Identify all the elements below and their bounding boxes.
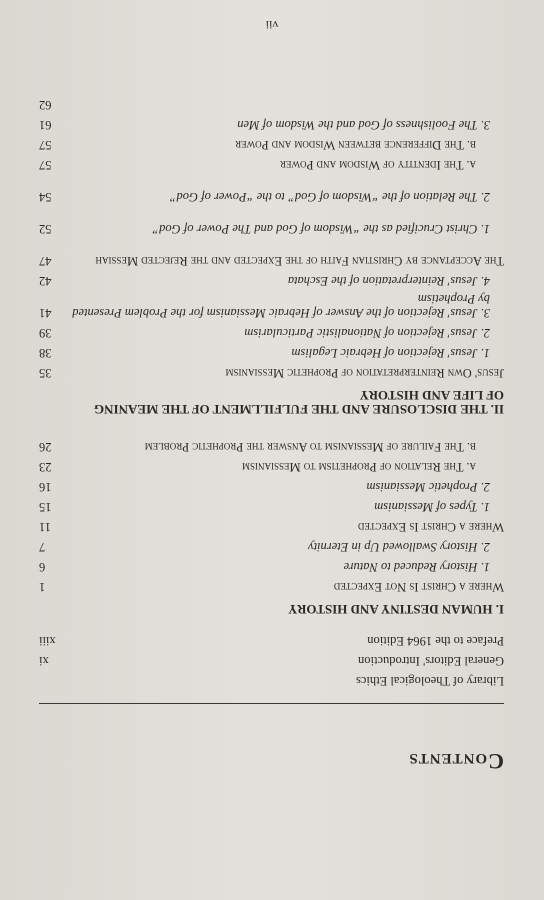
toc-entry-label: Library of Theological Ethics	[356, 674, 504, 688]
toc-entry-label: b. The Failure of Messianism to Answer the Prophetic Problem	[144, 440, 476, 454]
toc-entry-label: 1. Christ Crucified as the “Wisdom of God and The Power of God”	[152, 222, 490, 236]
toc-entry	[39, 534, 504, 554]
toc-entry-label: 3. Jesus' Rejection of the Answer of Hebraic Messianism for the Problem Presented by Prophetism	[72, 292, 490, 320]
toc-entry	[39, 152, 504, 172]
toc-entry-page: 41	[39, 306, 52, 320]
toc-entry-page: 38	[39, 346, 52, 360]
toc-entry-label: Where a Christ Is Not Expected	[333, 580, 504, 594]
part-title: I. HUMAN DESTINY AND HISTORY	[288, 602, 504, 617]
toc-entry-page: 47	[39, 254, 52, 268]
toc-entry	[39, 474, 504, 494]
toc-entry-label: 1. Types of Messianism	[374, 500, 490, 514]
toc-entry-page: 61	[39, 118, 52, 132]
toc-entry-label: 2. Prophetic Messianism	[366, 480, 490, 494]
toc-entry-label: 2. Jesus' Rejection of Nationalistic Particularism	[244, 326, 490, 340]
page-title: Contents	[408, 749, 504, 774]
toc-entry	[39, 628, 504, 648]
toc-entry-page: 6	[39, 560, 46, 574]
toc-entry-label: b. The Difference between Wisdom and Power	[235, 138, 476, 152]
toc-entry-page: 39	[39, 326, 52, 340]
toc-entry	[39, 454, 504, 474]
toc-entry-label: 1. History Reduced to Nature	[343, 560, 490, 574]
toc-entry-label: a. The Relation of Prophetism to Messianism	[241, 460, 476, 474]
toc-entry	[39, 320, 504, 340]
toc-entry-label: 4. Jesus' Reinterpretation of the Eschata	[287, 274, 490, 288]
toc-entry-label: Jesus' Own Reinterpretation of Prophetic Messianism	[225, 366, 504, 380]
toc-entry-page: 26	[39, 440, 52, 454]
toc-entry-page: 35	[39, 366, 52, 380]
toc-entry	[39, 668, 504, 688]
toc-entry	[39, 112, 504, 132]
toc-entry-page: 54	[39, 190, 52, 204]
toc-entry-page: xiii	[39, 634, 56, 648]
toc-entry	[39, 204, 504, 236]
toc-entry-label: Where a Christ Is Expected	[358, 520, 504, 534]
part-heading	[39, 596, 504, 616]
toc-entry	[39, 648, 504, 668]
folio-number: vii	[265, 18, 279, 32]
toc-entry	[39, 236, 504, 268]
part-title: II. THE DISCLOSURE AND THE FULFILLMENT OF THE MEANING OF LIFE AND HISTORY	[94, 388, 504, 417]
toc-entry-label: General Editors' Introduction	[358, 654, 504, 668]
toc-entry-label: 3. The Foolishness of God and the Wisdom of Men	[237, 118, 490, 132]
toc-entry-page: 15	[39, 500, 52, 514]
toc-entry-label: a. The Identity of Wisdom and Power	[280, 158, 476, 172]
toc-entry-page: 1	[39, 580, 46, 594]
toc-entry-page: 16	[39, 480, 52, 494]
toc-entry	[39, 422, 504, 454]
part-heading	[39, 384, 504, 416]
toc-entry	[39, 92, 504, 112]
toc-entry	[39, 132, 504, 152]
toc-entry-page: 62	[39, 98, 52, 112]
toc-entry-label: 2. History Swallowed Up in Eternity	[308, 540, 490, 554]
toc-entry-page: 11	[39, 520, 52, 534]
toc-entry-page: 57	[39, 138, 52, 152]
toc-entry-page: 23	[39, 460, 52, 474]
toc-entry	[39, 360, 504, 380]
toc-entry-label: The Acceptance by Christian Faith of the Expected and the Rejected Messiah	[95, 254, 504, 268]
title-rule	[39, 703, 504, 704]
toc-entry-page: 42	[39, 274, 52, 288]
toc-entry	[39, 288, 504, 320]
toc-entry	[39, 172, 504, 204]
toc-entry	[39, 494, 504, 514]
toc-entry-page: 52	[39, 222, 52, 236]
toc-entry	[39, 554, 504, 574]
toc-entry	[39, 268, 504, 288]
toc-entry-label: 2. The Relation of the “Wisdom of God” to the “Power of God”	[169, 190, 490, 204]
toc-entry	[39, 514, 504, 534]
toc-entry-label: Preface to the 1964 Edition	[367, 634, 504, 648]
toc-entry-page: 7	[39, 540, 46, 554]
toc-entry-page: 57	[39, 158, 52, 172]
toc-entry	[39, 574, 504, 594]
toc-entry-label: 1. Jesus' Rejection of Hebraic Legalism	[291, 346, 490, 360]
toc-entry	[39, 340, 504, 360]
toc-entry-page: xi	[39, 654, 49, 668]
